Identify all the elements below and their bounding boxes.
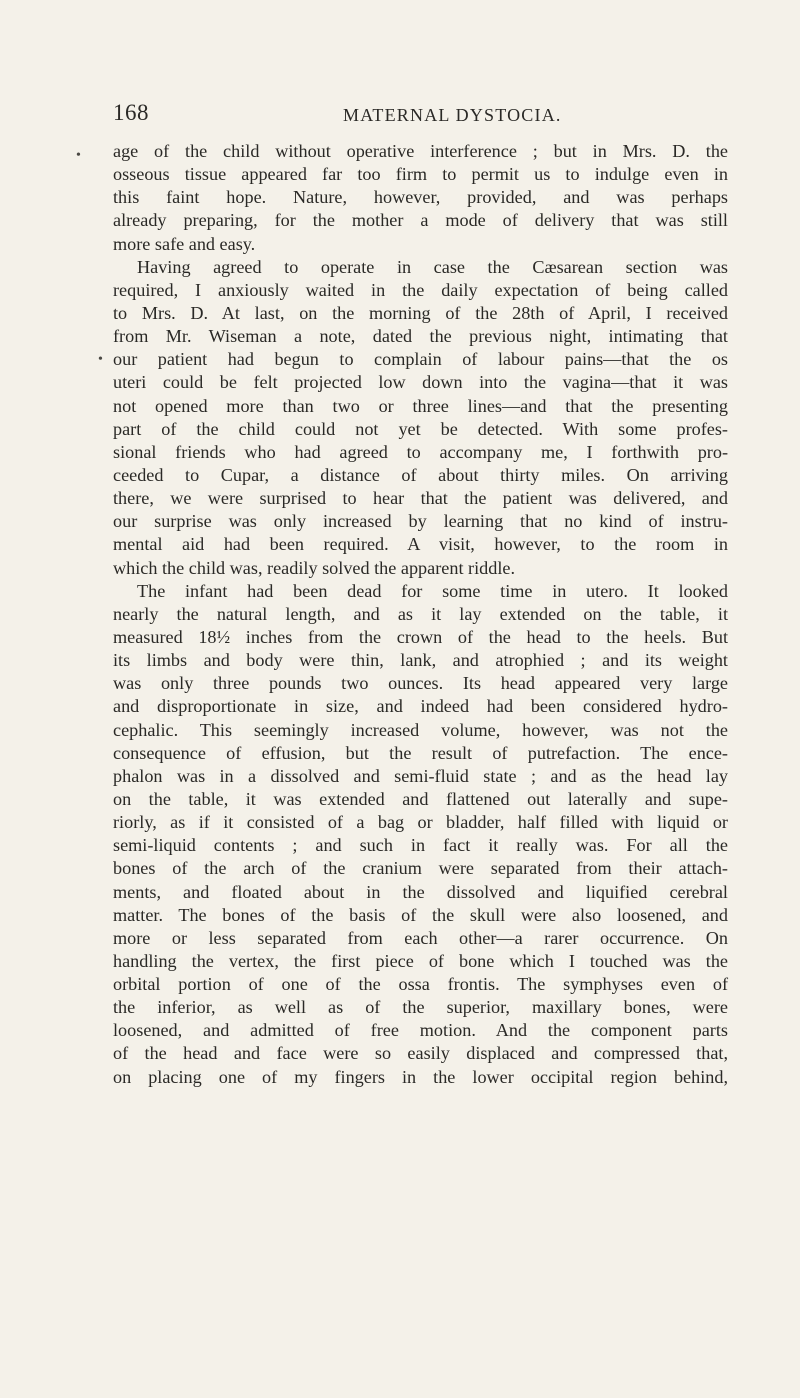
text-line: part of the child could not yet be detected. With some profes- [113, 418, 728, 439]
text-line: loosened, and admitted of free motion. And the component parts [113, 1020, 728, 1041]
text-line: of the head and face were so easily displaced and compressed that, [113, 1043, 728, 1064]
text-line: cephalic. This seemingly increased volume, however, was not the [113, 719, 728, 740]
page-header [113, 98, 725, 128]
text-line: not opened more than two or three lines—and that the presenting [113, 395, 728, 416]
text-line: more or less separated from each other—a rarer occurrence. On [113, 927, 728, 948]
text-line: riorly, as if it consisted of a bag or bladder, half filled with liquid or [113, 812, 728, 833]
text-line: from Mr. Wiseman a note, dated the previous night, intimating that [113, 326, 728, 347]
text-line: nearly the natural length, and as it lay extended on the table, it [113, 603, 728, 624]
text-line: on placing one of my fingers in the lower occipital region behind, [113, 1066, 728, 1087]
text-line: handling the vertex, the first piece of bone which I touched was the [113, 950, 728, 971]
text-line: on the table, it was extended and flattened out laterally and supe- [113, 788, 728, 809]
text-line: ceeded to Cupar, a distance of about thirty miles. On arriving [113, 464, 728, 485]
text-line: our surprise was only increased by learning that no kind of instru- [113, 511, 728, 532]
text-line: sional friends who had agreed to accompany me, I forthwith pro- [113, 441, 728, 462]
margin-mark: • [76, 148, 81, 163]
body-text [113, 140, 728, 1089]
margin-mark: • [98, 352, 103, 367]
page-number: 168 [113, 100, 149, 125]
text-line: The infant had been dead for some time in utero. It looked [137, 580, 728, 601]
text-line: orbital portion of one of the ossa frontis. The symphyses even of [113, 974, 728, 995]
text-line: there, we were surprised to hear that the patient was delivered, and [113, 488, 728, 509]
text-line: more safe and easy. [113, 233, 256, 254]
text-line: to Mrs. D. At last, on the morning of the 28th of April, I received [113, 302, 728, 323]
text-line: phalon was in a dissolved and semi-fluid state ; and as the head lay [113, 765, 728, 786]
running-title: MATERNAL DYSTOCIA. [343, 105, 562, 125]
text-line: Having agreed to operate in case the Cæsarean section was [137, 256, 728, 277]
text-line: its limbs and body were thin, lank, and atrophied ; and its weight [113, 650, 728, 671]
text-line: this faint hope. Nature, however, provided, and was perhaps [113, 187, 728, 208]
text-line: consequence of effusion, but the result of putrefaction. The ence- [113, 742, 728, 763]
text-line: mental aid had been required. A visit, however, to the room in [113, 534, 728, 555]
text-line: bones of the arch of the cranium were separated from their attach- [113, 858, 728, 879]
text-line: uteri could be felt projected low down into the vagina—that it was [113, 372, 728, 393]
text-line: ments, and floated about in the dissolved and liquified cerebral [113, 881, 728, 902]
text-line: measured 18½ inches from the crown of the head to the heels. But [113, 626, 728, 647]
text-line: semi-liquid contents ; and such in fact it really was. For all the [113, 835, 728, 856]
text-line: matter. The bones of the basis of the skull were also loosened, and [113, 904, 728, 925]
text-line: which the child was, readily solved the apparent riddle. [113, 557, 516, 578]
text-line: osseous tissue appeared far too firm to permit us to indulge even in [113, 164, 728, 185]
text-line: was only three pounds two ounces. Its head appeared very large [113, 673, 728, 694]
text-line: required, I anxiously waited in the daily expectation of being called [113, 279, 728, 300]
text-line: and disproportionate in size, and indeed had been considered hydro- [113, 696, 728, 717]
text-line: our patient had begun to complain of labour pains—that the os [113, 349, 728, 370]
text-line: age of the child without operative interference ; but in Mrs. D. the [113, 141, 728, 161]
text-line: already preparing, for the mother a mode of delivery that was still [113, 210, 728, 231]
text-line: the inferior, as well as of the superior, maxillary bones, were [113, 997, 728, 1018]
